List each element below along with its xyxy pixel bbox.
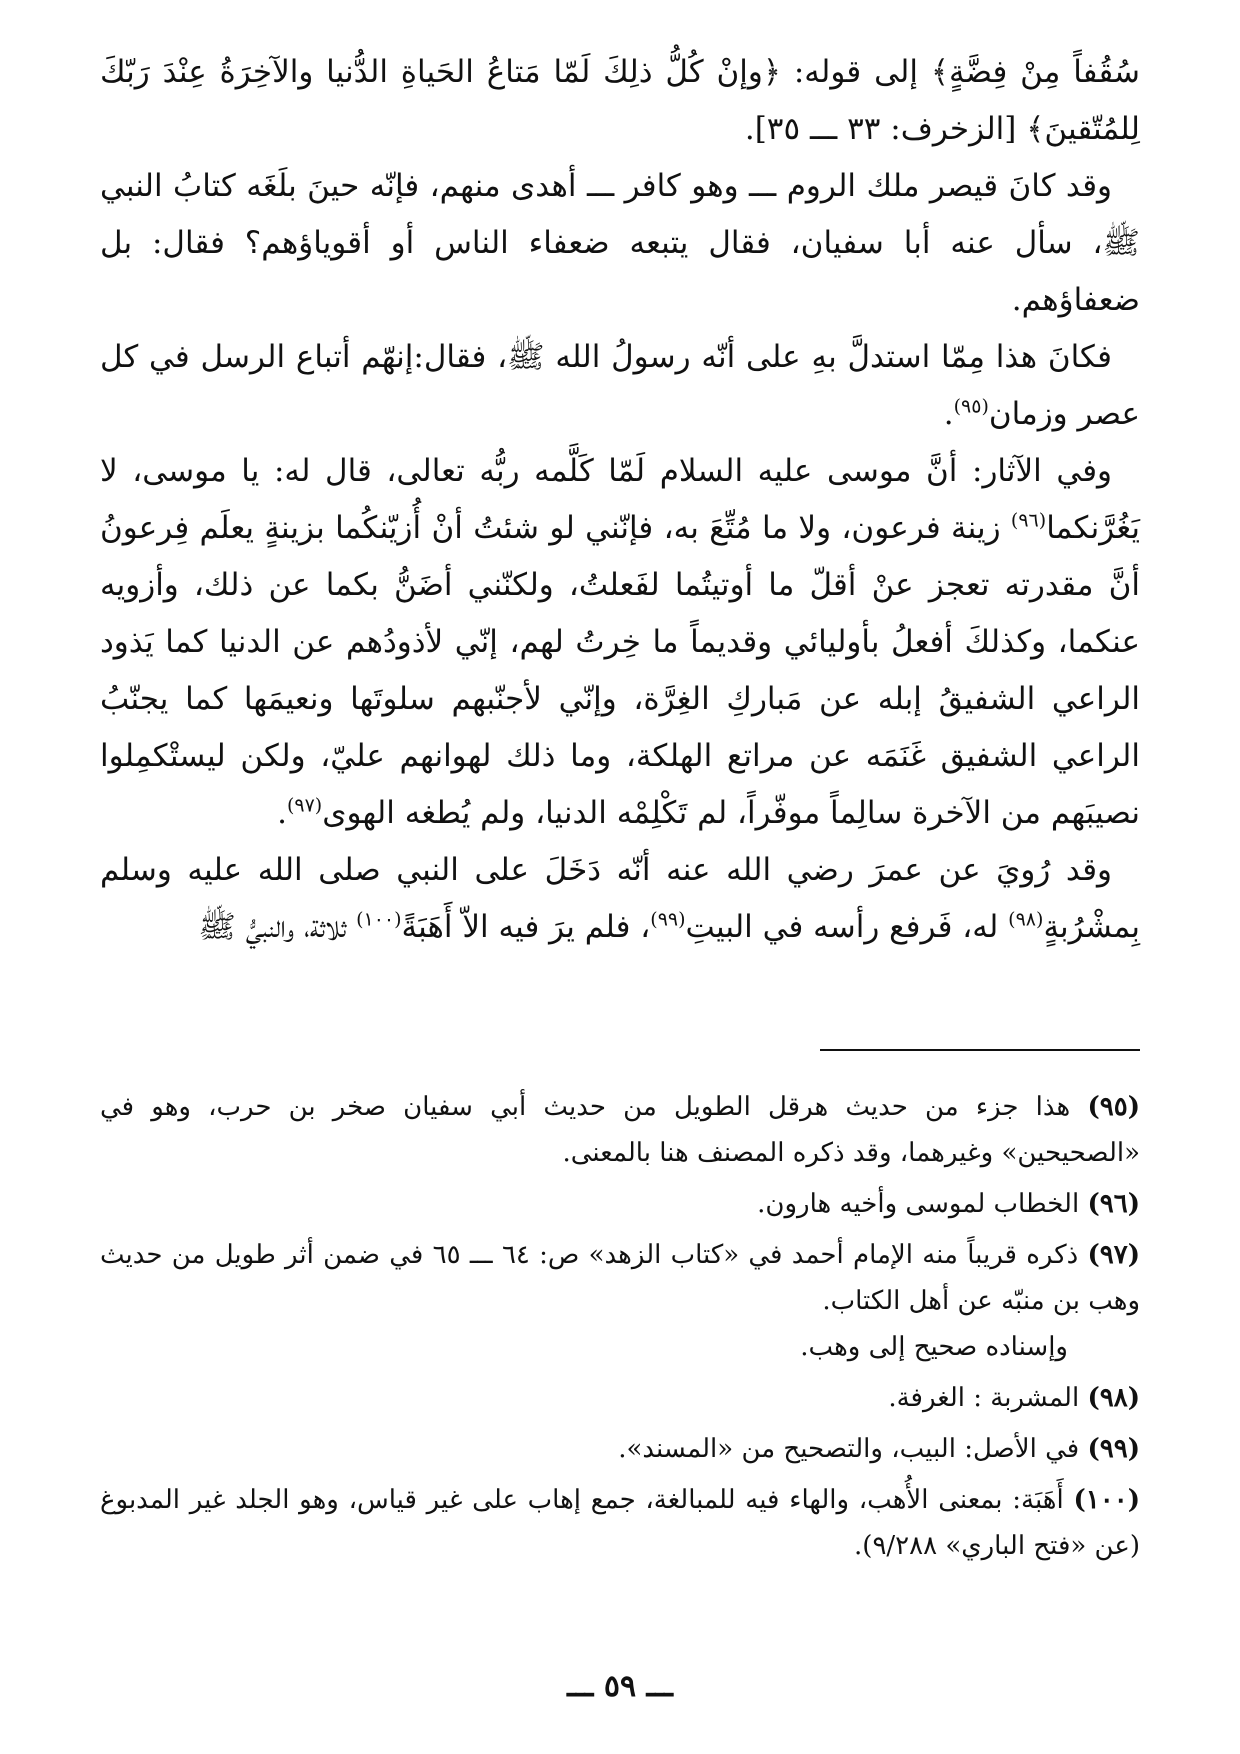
footnote-line: في الأصل: البيب، والتصحيح من «المسند». — [618, 1434, 1080, 1464]
footnote-reference: (٩٨) — [1008, 908, 1044, 931]
paragraph — [100, 842, 1140, 956]
footnote — [100, 1477, 1140, 1569]
footnote — [100, 1084, 1140, 1176]
footnote-reference: (٩٥) — [953, 395, 989, 418]
paragraph-text: . — [943, 396, 954, 432]
footnote-text — [100, 1232, 1140, 1324]
footnote-continuation — [100, 1324, 1140, 1370]
main-text — [100, 44, 1140, 956]
footnote-line: ذكره قريباً منه الإمام أحمد في «كتاب الزهد» ص: ٦٤ ـــ ٦٥ في ضمن أثر طويل من حديث وهب بن منبّه عن أهل الكتاب. — [100, 1240, 1140, 1316]
footnote-line: هذا جزء من حديث هرقل الطويل من حديث أبي سفيان صخر بن حرب، وهو في «الصحيحين» وغيرهما، وقد ذكره المصنف هنا بالمعنى. — [100, 1092, 1140, 1168]
paragraph — [100, 329, 1140, 443]
footnote-reference: (٩٦) — [1010, 509, 1047, 532]
footnote — [100, 1426, 1140, 1472]
paragraph-text: ، فلم يرَ فيه الاّ أَهَبَةً — [401, 909, 651, 945]
paragraph — [100, 158, 1140, 329]
footnote-number: (٩٦) — [1087, 1189, 1140, 1219]
footnote-text — [100, 1426, 1140, 1472]
paragraph-text: وقد كانَ قيصر ملك الروم ـــ وهو كافر ـــ أهدى منهم، فإنّه حينَ بلَغَه كتابُ النبي ﷺ، سأل عنه أبا سفيان، فقال يتبعه ضعفاء الناس أو أقوياؤهم؟ فقال: بل ضعفاؤهم. — [100, 168, 1140, 318]
footnote-reference: (٩٧) — [286, 794, 323, 817]
paragraph-text: له، فَرفع رأسه في البيتِ — [685, 909, 1009, 945]
footnote-number: (١٠٠) — [1073, 1485, 1140, 1515]
paragraph — [100, 44, 1140, 158]
paragraph-text: فكانَ هذا مِمّا استدلَّ بهِ على أنّه رسولُ الله ﷺ، فقال:إنهّم أتباع الرسل في كل عصر وزمان — [100, 339, 1140, 432]
footnote-text — [100, 1084, 1140, 1176]
paragraph-text: وفي الآثار: أنَّ موسى عليه السلام لَمّا كَلَّمه ربُّه تعالى، قال له: يا موسى، لا يَغُرَّنكما — [100, 453, 1140, 546]
footnote — [100, 1181, 1140, 1227]
footnote-text — [100, 1477, 1140, 1569]
paragraph-text: . — [277, 795, 287, 831]
paragraph-text: وقد رُويَ عن عمرَ رضي الله عنه أنّه دَخَلَ على النبي صلى الله عليه وسلم بِمشْرُبةٍ — [100, 852, 1140, 945]
paragraph-text: زينة فرعون، ولا ما مُتِّعَ به، فإنّني لو شئتُ أنْ أُزيّنكُما بزينةٍ يعلَم فِرعونُ أنَّ مقدرته تعجز عنْ أقلّ ما أوتيتُما لفَعلتُ، ولكنّني أضَنُّ بكما عن ذلك، وأزويه عنكما، وكذلكَ أفعلُ بأوليائي وقديماً ما خِرتُ لهم، إنّي لأذودُهم عن الدنيا كما يَذود الراعي الشفيقُ إبله عن مَباركِ الغِرَّة، وإنّي لأجنّبهم سلوتَها ونعيمَها كما يجنّبُ الراعي الشفيق غَنَمَه عن مراتع الهلكة، وما ذلك لهوانهم عليّ، ولكن ليستْكمِلوا نصيبَهم من الآخرة سالِماً موفّراً، لم تَكْلِمْه الدنيا، ولم يُطغه الهوى — [100, 510, 1140, 831]
footnote-text — [100, 1375, 1140, 1421]
footnote-line: أَهَبَة: بمعنى الأُهب، والهاء فيه للمبالغة، جمع إهاب على غير قياس، وهو الجلد غير المدبوغ (عن «فتح الباري» ٩/٢٨٨). — [100, 1485, 1140, 1561]
footnote-line: المشربة : الغرفة. — [888, 1383, 1080, 1413]
footnote-number: (٩٧) — [1087, 1240, 1140, 1270]
footnote — [100, 1232, 1140, 1370]
footnotes — [100, 1084, 1140, 1574]
footnote-line: الخطاب لموسى وأخيه هارون. — [757, 1189, 1080, 1219]
book-page — [100, 44, 1140, 1724]
footnote — [100, 1375, 1140, 1421]
footnote-number: (٩٨) — [1087, 1383, 1140, 1413]
footnote-number: (٩٩) — [1087, 1434, 1140, 1464]
footnote-text — [100, 1181, 1140, 1227]
footnote-reference: (١٠٠) — [356, 908, 402, 931]
footnote-separator — [820, 1049, 1140, 1051]
footnote-reference: (٩٩) — [650, 908, 686, 931]
footnote-line: وإسناده صحيح إلى وهب. — [800, 1332, 1068, 1362]
paragraph-text: سُقُفاً مِنْ فِضَّةٍ﴾ إلى قوله: ﴿وإنْ كُلُّ ذلِكَ لَمّا مَتاعُ الحَياةِ الدُّنيا والآخِرَةُ عِنْدَ رَبّكَ لِلمُتّقينَ﴾ [الزخرف: ٣٣ ـــ ٣٥]. — [100, 54, 1140, 147]
paragraph — [100, 443, 1140, 842]
paragraph-text: ثلاثة، والنبيُّ ﷺ — [198, 909, 357, 945]
footnote-number: (٩٥) — [1087, 1092, 1140, 1122]
page-number: ـــ ٥٩ ـــ — [567, 1669, 673, 1704]
